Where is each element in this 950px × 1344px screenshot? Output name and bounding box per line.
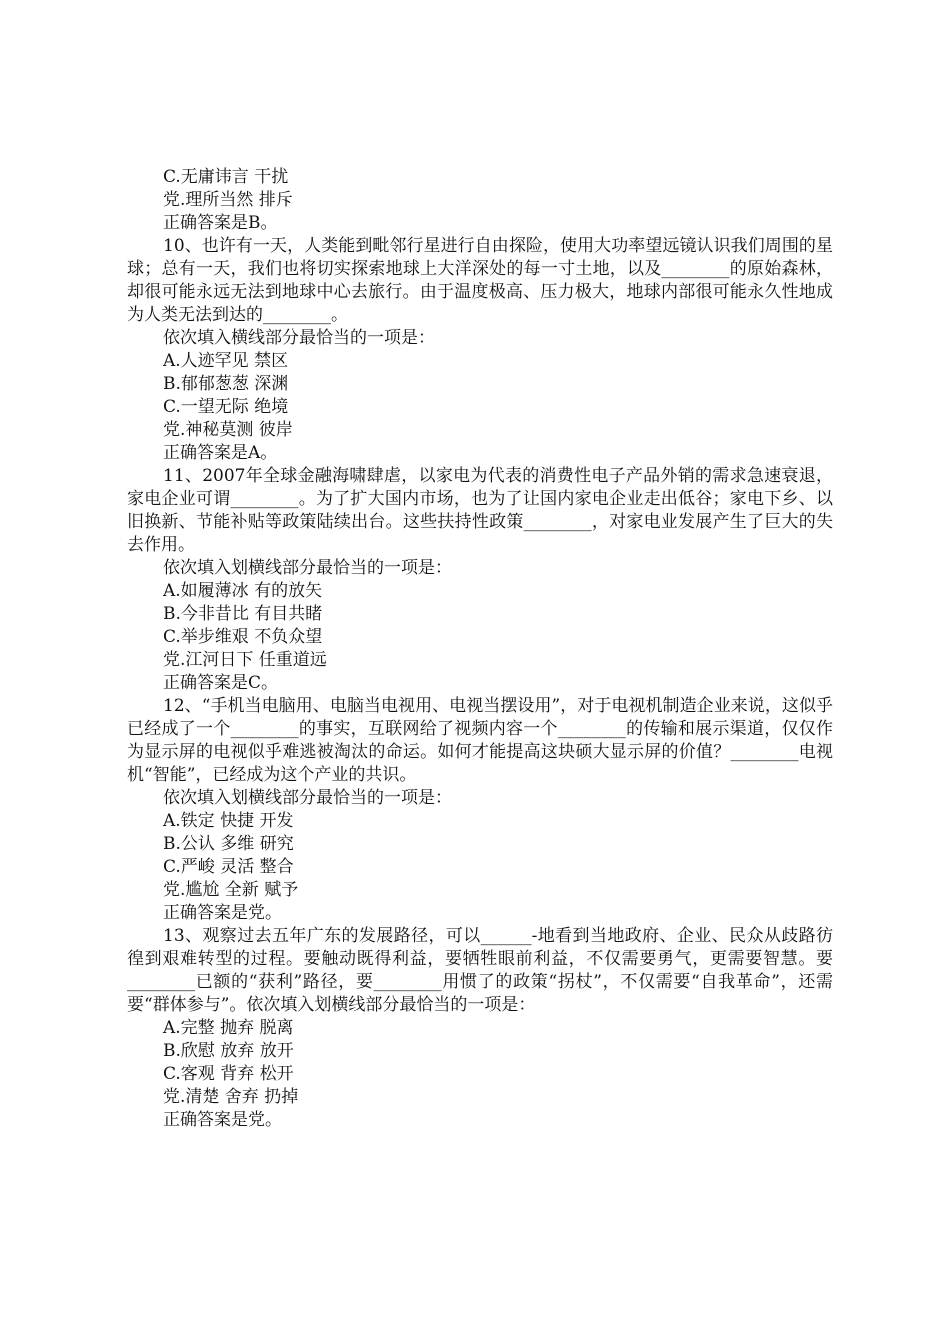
question-11-answer: 正确答案是C。 (163, 673, 279, 693)
question-10-option-d: 党.神秘莫测 彼岸 (163, 420, 293, 440)
question-13-option-d: 党.清楚 舍弃 扔掉 (163, 1087, 299, 1107)
question-11-option-d: 党.江河日下 任重道远 (163, 650, 327, 670)
question-10-prompt: 依次填入横线部分最恰当的一项是： (163, 328, 435, 348)
question-10-option-b: B.郁郁葱葱 深渊 (163, 374, 289, 394)
question-10-option-a: A.人迹罕见 禁区 (163, 351, 289, 371)
question-13-option-c: C.客观 背弃 松开 (163, 1064, 294, 1084)
question-10-option-c: C.一望无际 绝境 (163, 397, 289, 417)
question-12-option-b: B.公认 多维 研究 (163, 834, 294, 854)
question-11-option-c: C.举步维艰 不负众望 (163, 627, 323, 647)
question-12-stem: 12、“手机当电脑用、电脑当电视用、电视当摆设用”，对于电视机制造企业来说，这似乎已经成了一个________的事实，互联网给了视频内容一个________的传输和展示渠道，仅仅作为显示屏的电视似乎难逃被淘汰的命运。如何才能提高这块硕大显示屏的价值？________电视机“智能”，已经成为这个产业的共识。 (127, 696, 833, 785)
question-13-option-b: B.欣慰 放弃 放开 (163, 1041, 294, 1061)
question-11-stem: 11、2007年全球金融海啸肆虐，以家电为代表的消费性电子产品外销的需求急速衰退，家电企业可谓________。为了扩大国内市场，也为了让国内家电企业走出低谷；家电下乡、以旧换新、节能补贴等政策陆续出台。这些扶持性政策________，对家电业发展产生了巨大的失去作用。 (127, 466, 833, 555)
question-11-option-b: B.今非昔比 有目共睹 (163, 604, 323, 624)
question-12-answer: 正确答案是党。 (163, 903, 282, 923)
question-13-stem: 13、观察过去五年广东的发展路径，可以______-地看到当地政府、企业、民众从歧路彷徨到艰难转型的过程。要触动既得利益，要牺牲眼前利益，不仅需要勇气，更需要智慧。要________已额的“获利”路径，要________用惯了的政策“拐杖”，不仅需要“自我革命”，还需要“群体参与”。依次填入划横线部分最恰当的一项是： (127, 926, 833, 1015)
question-10-stem: 10、也许有一天，人类能到毗邻行星进行自由探险，使用大功率望远镜认识我们周围的星球；总有一天，我们也将切实探索地球上大洋深处的每一寸土地，以及________的原始森林，却很可能永远无法到地球中心去旅行。由于温度极高、压力极大，地球内部很可能永久性地成为人类无法到达的________。 (127, 236, 833, 325)
answer-line: 正确答案是B。 (163, 213, 278, 233)
option-d: 党.理所当然 排斥 (163, 190, 293, 210)
question-12-option-a: A.铁定 快捷 开发 (163, 811, 294, 831)
option-c: C.无庸讳言 干扰 (163, 167, 289, 187)
question-10-answer: 正确答案是A。 (163, 443, 278, 463)
question-11-option-a: A.如履薄冰 有的放矢 (163, 581, 323, 601)
question-12-prompt: 依次填入划横线部分最恰当的一项是： (163, 788, 452, 808)
question-12-option-d: 党.尴尬 全新 赋予 (163, 880, 299, 900)
question-13-answer: 正确答案是党。 (163, 1110, 282, 1130)
question-12-option-c: C.严峻 灵活 整合 (163, 857, 294, 877)
question-13-option-a: A.完整 抛弃 脱离 (163, 1018, 294, 1038)
question-11-prompt: 依次填入划横线部分最恰当的一项是： (163, 558, 452, 578)
document-page (127, 166, 833, 1132)
